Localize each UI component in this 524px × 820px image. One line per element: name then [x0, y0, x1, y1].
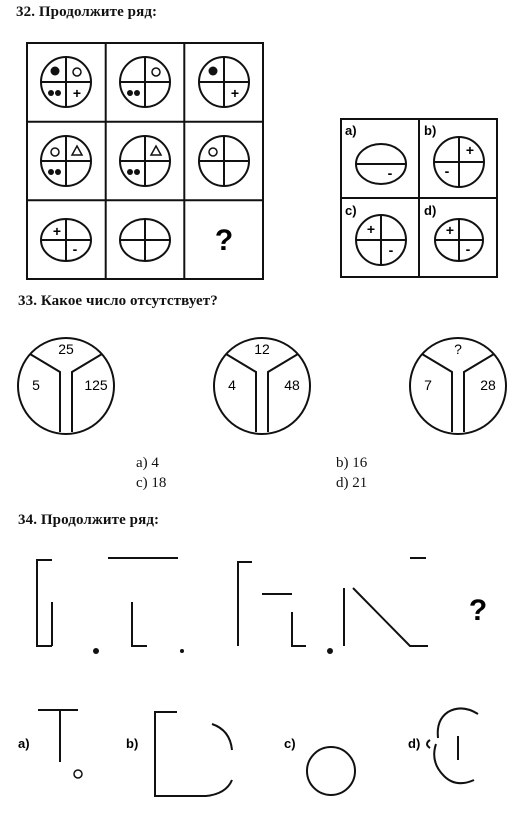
- q32-grid: [26, 42, 266, 282]
- plus-symbol: +: [445, 222, 455, 238]
- filled-dot-icon: [209, 67, 218, 76]
- answer-c[interactable]: c) 18: [136, 475, 167, 491]
- option-label-a: a): [345, 123, 357, 138]
- option-label-c: c): [345, 203, 357, 218]
- double-dot-icon: [127, 90, 133, 96]
- option-label-c: c): [284, 736, 296, 751]
- circle-left-value: 5: [32, 377, 40, 393]
- q34-heading: 34. Продолжите ряд:: [18, 512, 160, 528]
- plus-symbol: +: [72, 85, 82, 101]
- plus-symbol: +: [366, 221, 376, 237]
- q33-circles: [0, 328, 524, 448]
- option-c[interactable]: [345, 203, 406, 265]
- option-b[interactable]: [424, 123, 484, 187]
- question-mark: ?: [214, 224, 234, 257]
- circle-top-value: ?: [454, 341, 462, 357]
- q34-options: [0, 700, 524, 812]
- grid-cell-2-2: [120, 136, 170, 186]
- grid-cell-1-3: [199, 57, 249, 107]
- sequence-option-a[interactable]: [18, 710, 82, 778]
- sequence-figure-3: [238, 562, 333, 654]
- circle-top-value: 25: [58, 341, 74, 357]
- circle-top-value: 12: [254, 341, 270, 357]
- hollow-circle-icon: [73, 68, 81, 76]
- minus-symbol: -: [72, 241, 78, 257]
- double-dot-icon: [127, 169, 133, 175]
- circle-right-value: 48: [284, 377, 300, 393]
- answer-d[interactable]: d) 21: [336, 475, 368, 491]
- option-label-a: a): [18, 736, 30, 751]
- sequence-question-mark: ?: [468, 594, 488, 627]
- number-circle-1: [18, 338, 114, 434]
- number-circle-2: [214, 338, 310, 434]
- sequence-option-c[interactable]: [284, 736, 355, 795]
- q33-heading: 33. Какое число отсутствует?: [18, 293, 218, 309]
- minus-symbol: -: [388, 242, 394, 258]
- option-a[interactable]: [345, 123, 406, 184]
- q32-options: [340, 118, 500, 280]
- grid-cell-1-2: [120, 57, 170, 107]
- double-dot-icon: [48, 169, 54, 175]
- grid-cell-3-2: [120, 219, 170, 261]
- q34-sequence: [0, 548, 524, 668]
- triangle-icon: [72, 146, 82, 155]
- grid-cell-3-3: [215, 224, 233, 257]
- sequence-figure-4: [344, 558, 428, 646]
- grid-cell-2-3: [199, 136, 249, 186]
- grid-cell-2-1: [41, 136, 91, 186]
- circle-right-value: 125: [84, 377, 108, 393]
- hollow-circle-icon: [209, 148, 217, 156]
- filled-dot-icon: [51, 67, 60, 76]
- sequence-figure-2: [108, 558, 184, 653]
- minus-symbol: -: [465, 241, 471, 257]
- triangle-icon: [151, 146, 161, 155]
- plus-symbol: +: [52, 223, 62, 239]
- option-d[interactable]: [424, 203, 483, 261]
- sequence-option-b[interactable]: [126, 712, 232, 796]
- double-dot-icon: [48, 90, 54, 96]
- answer-a[interactable]: a) 4: [136, 455, 159, 471]
- plus-symbol: +: [465, 142, 475, 158]
- grid-cell-1-1: [41, 57, 91, 107]
- option-label-d: d): [424, 203, 437, 218]
- option-label-d: d): [408, 736, 421, 751]
- circle-left-value: 7: [424, 377, 432, 393]
- hollow-circle-icon: [152, 68, 160, 76]
- sequence-option-d[interactable]: [408, 708, 478, 783]
- minus-symbol: -: [444, 163, 450, 179]
- circle-right-value: 28: [480, 377, 496, 393]
- number-circle-3: [410, 338, 506, 434]
- hollow-circle-icon: [51, 148, 59, 156]
- sequence-figure-1: [37, 560, 99, 654]
- circle-left-value: 4: [228, 377, 236, 393]
- minus-symbol: -: [387, 165, 393, 181]
- plus-symbol: +: [230, 85, 240, 101]
- grid-cell-3-1: [41, 219, 91, 261]
- option-label-b: b): [424, 123, 437, 138]
- answer-b[interactable]: b) 16: [336, 455, 368, 471]
- option-label-b: b): [126, 736, 139, 751]
- q32-heading: 32. Продолжите ряд:: [16, 4, 158, 20]
